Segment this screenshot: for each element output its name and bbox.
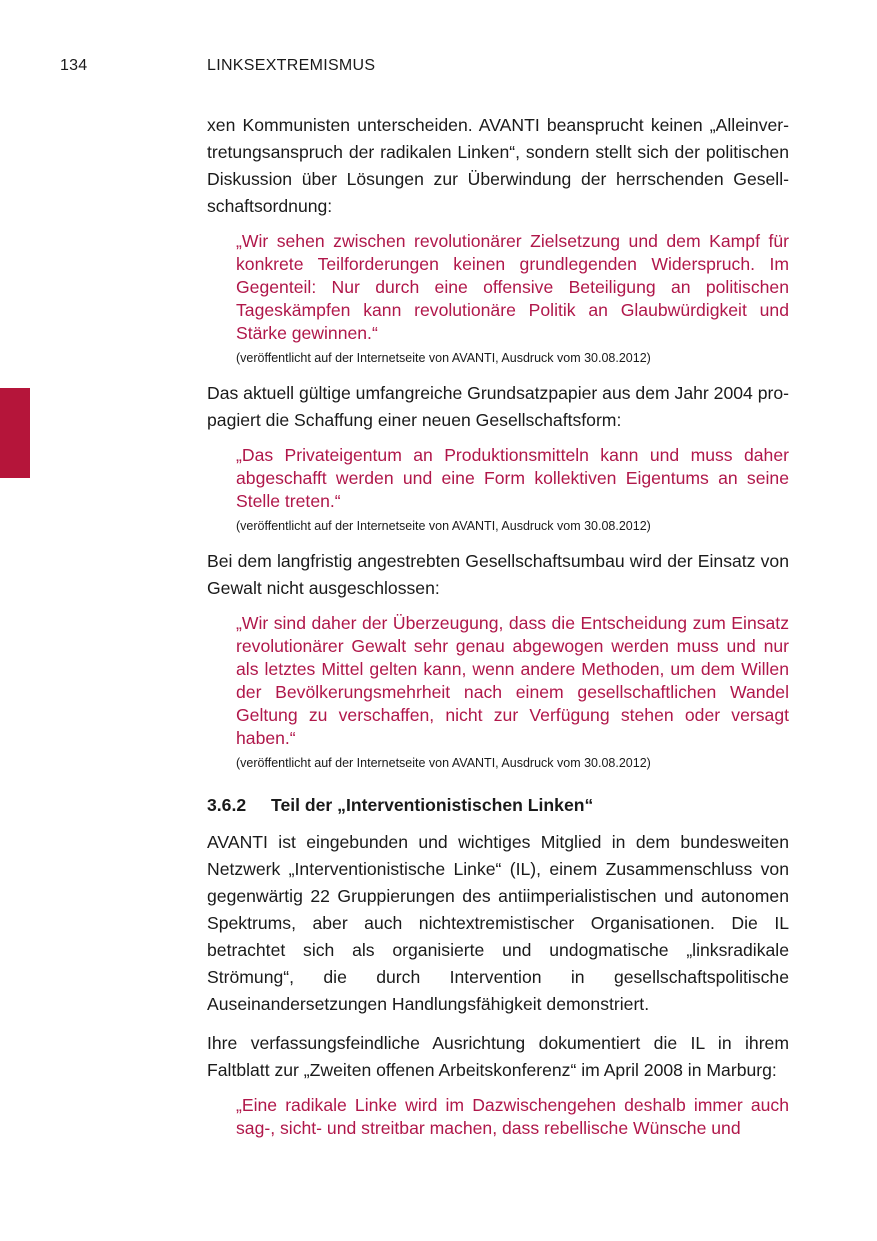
quotation-source: (veröffentlicht auf der Internetseite von AVANTI, Ausdruck vom 30.08.2012) — [236, 519, 651, 533]
chapter-marker-tab — [0, 388, 30, 478]
body-paragraph: AVANTI ist eingebunden und wichtiges Mitglied in dem bundesweiten Netzwerk „Interventionistische Linke“ (IL), einem Zusammenschluss von gegenwärtig 22 Gruppierungen des antiimperialistischen und autonomen Spektrums, aber auch nichtextremistischer Organisationen. Die IL betrachtet sich als organisierte und undogmatische „linksradikale Strömung“, die durch Intervention in gesellschaftspolitische Auseinandersetzungen Handlungsfähigkeit demonstriert. — [207, 832, 789, 1014]
body-paragraph: Ihre verfassungsfeindliche Ausrichtung dokumentiert die IL in ihrem Faltblatt zur „Zweiten offenen Arbeitskonferenz“ im April 2008 in Marburg: — [207, 1033, 789, 1080]
quotation-source: (veröffentlicht auf der Internetseite von AVANTI, Ausdruck vom 30.08.2012) — [236, 756, 651, 770]
section-heading — [207, 793, 789, 817]
quotation: „Wir sind daher der Überzeugung, dass die Entscheidung zum Einsatz revolutionärer Gewalt sehr genau abgewogen werden muss und nur als letztes Mittel gelten kann, wenn andere Methoden, um dem Willen der Bevölkerungsmehrheit nach einem gesellschaftlichen Wandel Geltung zu verschaffen, nicht zur Verfügung stehen oder versagt haben.“ — [236, 613, 789, 748]
page-number: 134 — [60, 57, 88, 74]
running-head: LINKSEXTREMISMUS — [207, 57, 376, 74]
body-paragraph: Das aktuell gültige umfangreiche Grundsatzpapier aus dem Jahr 2004 propagiert die Schaffung einer neuen Gesellschaftsform: — [207, 383, 789, 430]
section-title: Teil der „Interventionistischen Linken“ — [271, 795, 594, 815]
body-paragraph: xen Kommunisten unterscheiden. AVANTI beansprucht keinen „Alleinvertretungsanspruch der radikalen Linken“, sondern stellt sich der politischen Diskussion über Lösungen zur Überwindung der herrschenden Gesellschaftsordnung: — [207, 115, 789, 216]
quotation: „Eine radikale Linke wird im Dazwischengehen deshalb immer auch sag-, sicht- und streitbar machen, dass rebellische Wünsche und — [236, 1095, 789, 1138]
quotation-source: (veröffentlicht auf der Internetseite von AVANTI, Ausdruck vom 30.08.2012) — [236, 351, 651, 365]
body-paragraph: Bei dem langfristig angestrebten Gesellschaftsumbau wird der Einsatz von Gewalt nicht ausgeschlossen: — [207, 551, 789, 598]
section-number: 3.6.2 — [207, 795, 247, 815]
quotation: „Das Privateigentum an Produktionsmitteln kann und muss daher abgeschafft werden und eine Form kollektiven Eigentums an seine Stelle treten.“ — [236, 445, 789, 511]
quotation: „Wir sehen zwischen revolutionärer Zielsetzung und dem Kampf für konkrete Teilforderungen keinen grundlegenden Widerspruch. Im Gegenteil: Nur durch eine offensive Beteiligung an politischen Tageskämpfen kann revolutionäre Politik an Glaubwürdigkeit und Stärke gewinnen.“ — [236, 231, 789, 343]
main-text-column — [207, 112, 789, 1140]
